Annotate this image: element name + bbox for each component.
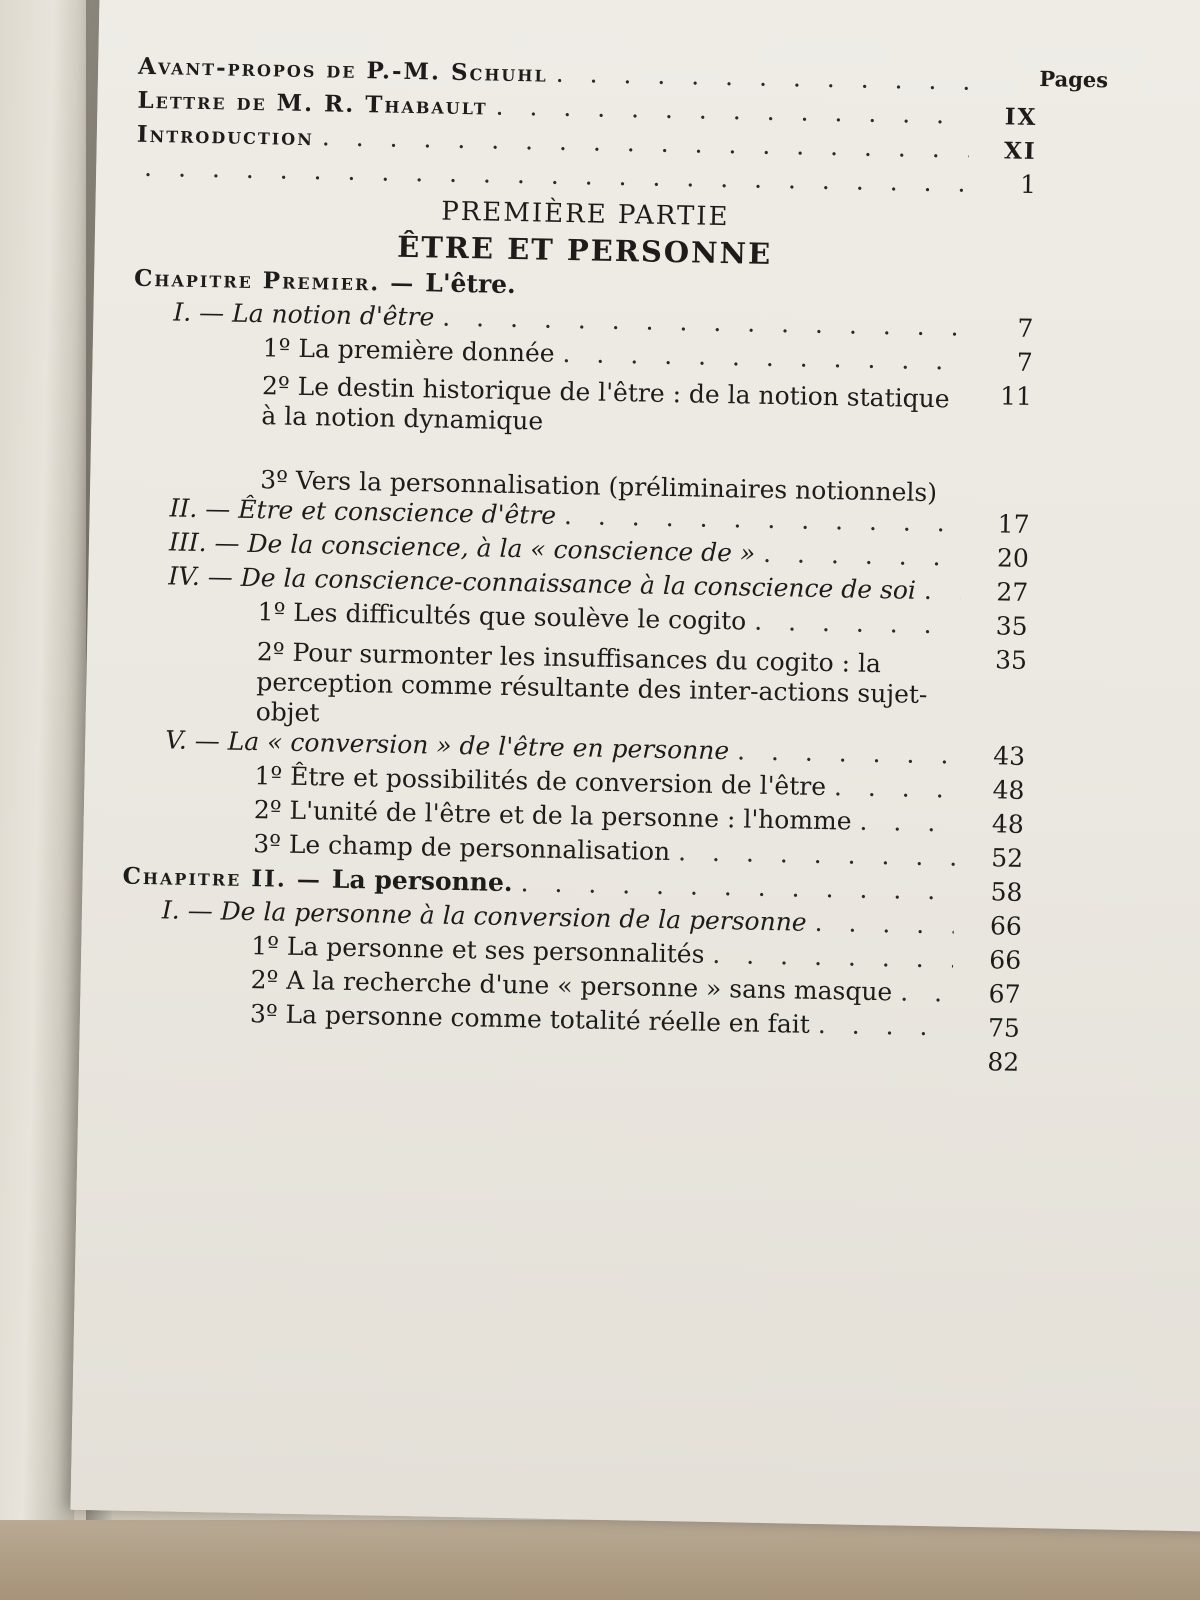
toc-page: 35 [994, 645, 1028, 675]
toc-page: 48 [992, 775, 1025, 805]
leader-dots [712, 940, 953, 974]
toc-label: Avant-propos de P.-M. Schuhl [137, 52, 549, 88]
toc-page: 67 [988, 979, 1021, 1009]
toc-page: 20 [996, 543, 1030, 573]
toc-page: 1 [1019, 169, 1037, 200]
table-surface [0, 1520, 1200, 1600]
toc-label: 3º Le champ de personnalisation [252, 829, 671, 867]
leader-dots [900, 978, 953, 1008]
toc-label: 2º Pour surmonter les insuffisances du cogito : la perception comme résultante des inter-actions sujet-objet [255, 637, 928, 728]
leader-dots [564, 501, 962, 538]
toc-page: 43 [992, 741, 1026, 771]
leader-dots [556, 59, 971, 96]
toc-page: 11 [999, 381, 1033, 411]
leader-dots [737, 736, 957, 769]
leader-dots [859, 807, 956, 838]
toc-label: 1º La première donnée [262, 333, 555, 368]
toc-page: IX [1004, 103, 1038, 132]
chapter-title: La personne. [331, 864, 513, 898]
toc-page: 48 [991, 809, 1025, 839]
leader-dots [818, 1010, 953, 1042]
toc-label: 3º La personne comme totalité réelle en fait [249, 999, 811, 1039]
leader-dots [834, 772, 957, 803]
toc-label: 2º Le destin historique de l'être : de la notion statique à la notion dynamique [261, 371, 950, 436]
part-title: ÊTRE ET PERSONNE [396, 229, 773, 271]
toc-page: 75 [987, 1013, 1021, 1043]
toc-label: 1º Les difficultés que soulève le cogito [257, 597, 747, 636]
toc-page: 17 [997, 509, 1030, 539]
toc-label: II. — Être et conscience d'être [169, 493, 557, 530]
toc-label: 1º La personne et ses personnalités [251, 931, 705, 969]
toc-label: Lettre de M. R. Thabault [137, 86, 488, 121]
toc-label: 2º A la recherche d'une « personne » sans masque [250, 965, 893, 1007]
toc-page: 35 [995, 611, 1028, 641]
toc-label: III. — De la conscience, à la « conscience de » [168, 527, 756, 568]
toc-page: 58 [990, 877, 1023, 907]
toc-page [978, 90, 1038, 91]
chapter-label: Chapitre II. — [122, 862, 333, 894]
toc-page: 27 [996, 577, 1029, 607]
toc-page: 52 [991, 843, 1024, 873]
toc-page: 7 [1016, 347, 1033, 377]
toc-label: I. — La notion d'être [173, 297, 435, 332]
toc-label: 3º Vers la personnalisation (préliminaires notionnels) [259, 465, 938, 508]
chapter-label-group [122, 861, 513, 897]
toc-label: 1º Être et possibilités de conversion de l'être [254, 761, 827, 802]
leader-dots [754, 607, 960, 640]
table-of-contents [119, 51, 1109, 1082]
chapter-label-group [134, 263, 516, 299]
toc-label: I. — De la personne à la conversion de la personne [161, 895, 807, 937]
toc-page: XI [1003, 137, 1037, 166]
pages-heading: Pages [1039, 66, 1109, 93]
toc-page: 66 [989, 911, 1023, 941]
toc-label: Introduction [136, 120, 315, 152]
leader-dots [763, 539, 961, 572]
toc-label: V. — La « conversion » de l'être en personne [164, 725, 730, 766]
leader-dots [678, 837, 955, 871]
leader-dots [814, 908, 954, 940]
toc-label: IV. — De la conscience-connaissance à la conscience de soi [168, 561, 917, 605]
chapter-title: L'être. [425, 268, 517, 300]
chapter-label: Chapitre Premier. — [133, 264, 426, 298]
toc-label: 2º L'unité de l'être et de la personne : l'homme [253, 795, 852, 836]
toc-page: 7 [1017, 313, 1034, 343]
part-number: PREMIÈRE PARTIE [440, 196, 730, 233]
toc-row [126, 629, 1028, 742]
leader-dots [924, 576, 961, 606]
book-page [70, 0, 1200, 1532]
toc-page: 66 [989, 945, 1022, 975]
toc-page: 82 [987, 1047, 1020, 1077]
